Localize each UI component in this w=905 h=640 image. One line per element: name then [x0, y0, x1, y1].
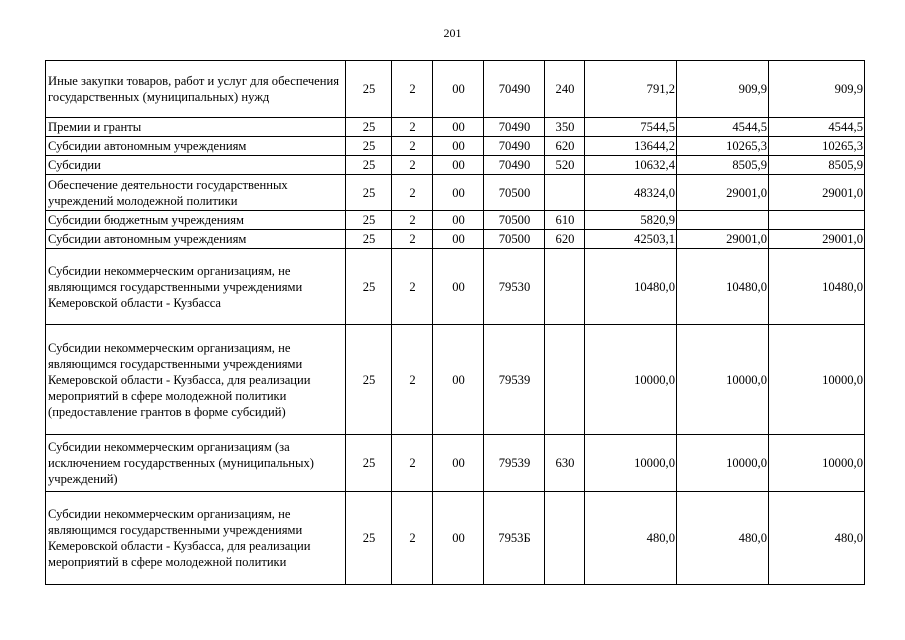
cell-value-3: 10265,3 — [769, 137, 865, 156]
cell-c1: 25 — [346, 435, 392, 492]
cell-c1: 25 — [346, 492, 392, 585]
cell-type: 620 — [545, 230, 585, 249]
cell-value-1: 10000,0 — [585, 435, 677, 492]
cell-value-3: 909,9 — [769, 61, 865, 118]
cell-type — [545, 325, 585, 435]
table-row — [46, 156, 865, 175]
cell-type: 630 — [545, 435, 585, 492]
cell-c1: 25 — [346, 249, 392, 325]
row-name: Субсидии автономным учреждениям — [46, 137, 346, 156]
cell-code: 70490 — [484, 137, 545, 156]
cell-value-1: 5820,9 — [585, 211, 677, 230]
cell-code: 79539 — [484, 325, 545, 435]
cell-value-3: 10480,0 — [769, 249, 865, 325]
cell-value-3: 10000,0 — [769, 325, 865, 435]
cell-c3: 00 — [433, 249, 484, 325]
cell-c3: 00 — [433, 230, 484, 249]
cell-value-3: 4544,5 — [769, 118, 865, 137]
cell-value-1: 10632,4 — [585, 156, 677, 175]
cell-type: 350 — [545, 118, 585, 137]
cell-value-3: 10000,0 — [769, 435, 865, 492]
cell-c2: 2 — [392, 435, 433, 492]
cell-code: 70490 — [484, 118, 545, 137]
cell-type: 610 — [545, 211, 585, 230]
cell-c2: 2 — [392, 249, 433, 325]
cell-value-1: 13644,2 — [585, 137, 677, 156]
cell-c3: 00 — [433, 325, 484, 435]
cell-value-1: 42503,1 — [585, 230, 677, 249]
row-name: Субсидии автономным учреждениям — [46, 230, 346, 249]
cell-c3: 00 — [433, 492, 484, 585]
cell-value-2: 10480,0 — [677, 249, 769, 325]
cell-type: 620 — [545, 137, 585, 156]
cell-code: 7953Б — [484, 492, 545, 585]
row-name: Субсидии некоммерческим организациям, не являющимся государственными учреждениями Кемеровской области - Кузбасса, для реализации мероприятий в сфере молодежной политики — [46, 492, 346, 585]
cell-code: 70490 — [484, 156, 545, 175]
cell-code: 79539 — [484, 435, 545, 492]
row-name: Субсидии бюджетным учреждениям — [46, 211, 346, 230]
cell-value-3: 29001,0 — [769, 175, 865, 211]
cell-c1: 25 — [346, 137, 392, 156]
cell-value-1: 10000,0 — [585, 325, 677, 435]
cell-code: 70490 — [484, 61, 545, 118]
cell-c3: 00 — [433, 435, 484, 492]
cell-value-3: 29001,0 — [769, 230, 865, 249]
cell-value-2: 480,0 — [677, 492, 769, 585]
row-name: Обеспечение деятельности государственных учреждений молодежной политики — [46, 175, 346, 211]
cell-c2: 2 — [392, 175, 433, 211]
cell-c2: 2 — [392, 492, 433, 585]
cell-c3: 00 — [433, 211, 484, 230]
row-name: Субсидии некоммерческим организациям, не являющимся государственными учреждениями Кемеровской области - Кузбасса, для реализации мероприятий в сфере молодежной политики (предоставление грантов в форме субсидий) — [46, 325, 346, 435]
cell-c1: 25 — [346, 61, 392, 118]
cell-value-3: 480,0 — [769, 492, 865, 585]
cell-value-2: 4544,5 — [677, 118, 769, 137]
row-name: Субсидии некоммерческим организациям (за исключением государственных (муниципальных) учреждений) — [46, 435, 346, 492]
cell-value-2: 29001,0 — [677, 230, 769, 249]
cell-code: 79530 — [484, 249, 545, 325]
cell-c2: 2 — [392, 325, 433, 435]
cell-c3: 00 — [433, 137, 484, 156]
table-row — [46, 325, 865, 435]
cell-type: 240 — [545, 61, 585, 118]
table-row — [46, 230, 865, 249]
cell-c1: 25 — [346, 118, 392, 137]
table-row — [46, 61, 865, 118]
cell-value-1: 10480,0 — [585, 249, 677, 325]
cell-value-2: 8505,9 — [677, 156, 769, 175]
cell-value-2: 909,9 — [677, 61, 769, 118]
cell-value-1: 48324,0 — [585, 175, 677, 211]
cell-c1: 25 — [346, 156, 392, 175]
cell-c1: 25 — [346, 230, 392, 249]
cell-value-2: 10265,3 — [677, 137, 769, 156]
cell-code: 70500 — [484, 230, 545, 249]
row-name: Субсидии — [46, 156, 346, 175]
cell-type: 520 — [545, 156, 585, 175]
cell-c3: 00 — [433, 118, 484, 137]
cell-type — [545, 175, 585, 211]
cell-c3: 00 — [433, 156, 484, 175]
cell-c1: 25 — [346, 175, 392, 211]
cell-value-2: 10000,0 — [677, 325, 769, 435]
cell-c2: 2 — [392, 61, 433, 118]
cell-c2: 2 — [392, 156, 433, 175]
cell-c1: 25 — [346, 325, 392, 435]
row-name: Премии и гранты — [46, 118, 346, 137]
cell-c1: 25 — [346, 211, 392, 230]
cell-type — [545, 249, 585, 325]
page-number: 201 — [443, 26, 462, 40]
row-name: Субсидии некоммерческим организациям, не являющимся государственными учреждениями Кемеровской области - Кузбасса — [46, 249, 346, 325]
cell-value-2: 29001,0 — [677, 175, 769, 211]
cell-c3: 00 — [433, 61, 484, 118]
row-name: Иные закупки товаров, работ и услуг для обеспечения государственных (муниципальных) нужд — [46, 61, 346, 118]
cell-c2: 2 — [392, 230, 433, 249]
cell-code: 70500 — [484, 211, 545, 230]
table-row — [46, 175, 865, 211]
cell-c2: 2 — [392, 118, 433, 137]
table-row — [46, 118, 865, 137]
cell-value-1: 791,2 — [585, 61, 677, 118]
table-row — [46, 435, 865, 492]
cell-value-3: 8505,9 — [769, 156, 865, 175]
table-row — [46, 492, 865, 585]
table-row — [46, 211, 865, 230]
cell-c3: 00 — [433, 175, 484, 211]
cell-code: 70500 — [484, 175, 545, 211]
table-row — [46, 249, 865, 325]
cell-value-1: 7544,5 — [585, 118, 677, 137]
cell-value-3 — [769, 211, 865, 230]
cell-type — [545, 492, 585, 585]
budget-table — [45, 60, 865, 585]
cell-c2: 2 — [392, 137, 433, 156]
cell-value-2 — [677, 211, 769, 230]
cell-c2: 2 — [392, 211, 433, 230]
table-row — [46, 137, 865, 156]
cell-value-2: 10000,0 — [677, 435, 769, 492]
cell-value-1: 480,0 — [585, 492, 677, 585]
